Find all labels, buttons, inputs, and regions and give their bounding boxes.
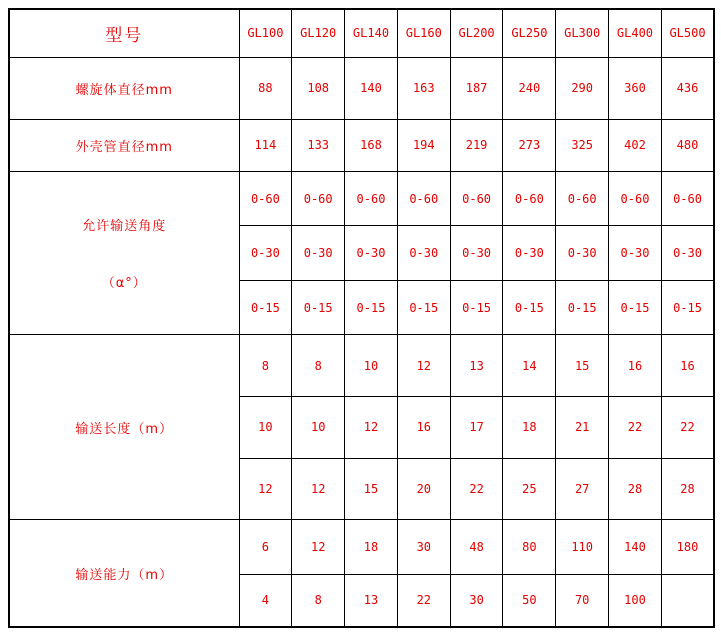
table-cell: 13 [345, 574, 398, 627]
table-title: 型号 [9, 9, 239, 57]
table-cell: 402 [609, 119, 662, 171]
row-label-length: 输送长度（m） [9, 335, 239, 520]
table-cell: 187 [450, 57, 503, 119]
table-cell: 10 [292, 397, 345, 459]
table-cell: 8 [292, 335, 345, 397]
table-cell: 88 [239, 57, 292, 119]
table-cell: 12 [239, 458, 292, 520]
table-cell: 0-60 [556, 171, 609, 225]
table-cell: 12 [292, 520, 345, 574]
table-cell: 22 [609, 397, 662, 459]
table-cell: 168 [345, 119, 398, 171]
table-cell: 14 [503, 335, 556, 397]
table-cell: 12 [345, 397, 398, 459]
table-cell: 18 [503, 397, 556, 459]
table-cell: 0-60 [503, 171, 556, 225]
table-cell: 108 [292, 57, 345, 119]
row-length-1 [9, 335, 714, 397]
table-cell: 325 [556, 119, 609, 171]
table-cell: 6 [239, 520, 292, 574]
table-cell: 480 [661, 119, 714, 171]
table-cell: 0-60 [661, 171, 714, 225]
table-cell: 219 [450, 119, 503, 171]
table-cell: 13 [450, 335, 503, 397]
table-cell: 25 [503, 458, 556, 520]
table-cell: 50 [503, 574, 556, 627]
table-cell: 100 [609, 574, 662, 627]
table-cell: 0-15 [661, 280, 714, 334]
model-header: GL100 [239, 9, 292, 57]
table-cell: 8 [292, 574, 345, 627]
model-header: GL160 [397, 9, 450, 57]
row-label-shell-diameter: 外壳管直径mm [9, 119, 239, 171]
table-cell: 0-15 [292, 280, 345, 334]
table-cell: 20 [397, 458, 450, 520]
table-cell: 22 [661, 397, 714, 459]
table-cell: 0-15 [450, 280, 503, 334]
table-cell: 0-60 [397, 171, 450, 225]
table-cell: 17 [450, 397, 503, 459]
table-cell: 360 [609, 57, 662, 119]
table-cell: 0-15 [609, 280, 662, 334]
row-label-spiral-diameter: 螺旋体直径mm [9, 57, 239, 119]
angle-sublabel: （α°） [101, 276, 147, 292]
table-cell: 10 [239, 397, 292, 459]
table-cell: 140 [609, 520, 662, 574]
table-cell: 180 [661, 520, 714, 574]
row-capacity-1 [9, 520, 714, 574]
row-angle-1 [9, 171, 714, 225]
table-cell: 240 [503, 57, 556, 119]
angle-label: 允许输送角度 [82, 219, 167, 235]
table-cell: 0-30 [292, 226, 345, 280]
table-cell: 0-60 [450, 171, 503, 225]
table-cell: 163 [397, 57, 450, 119]
table-cell: 273 [503, 119, 556, 171]
table-cell: 21 [556, 397, 609, 459]
table-cell: 194 [397, 119, 450, 171]
table-cell: 16 [397, 397, 450, 459]
row-label-capacity: 输送能力（m） [9, 520, 239, 627]
table-cell: 70 [556, 574, 609, 627]
model-header: GL500 [661, 9, 714, 57]
table-cell: 0-15 [239, 280, 292, 334]
table-cell: 0-60 [292, 171, 345, 225]
table-cell: 0-15 [345, 280, 398, 334]
table-cell: 140 [345, 57, 398, 119]
table-cell: 30 [450, 574, 503, 627]
table-cell: 16 [661, 335, 714, 397]
table-cell: 114 [239, 119, 292, 171]
table-cell: 0-15 [397, 280, 450, 334]
table-cell: 27 [556, 458, 609, 520]
table-cell: 0-30 [556, 226, 609, 280]
row-shell-diameter [9, 119, 714, 171]
table-cell: 0-15 [556, 280, 609, 334]
table-cell: 0-30 [503, 226, 556, 280]
row-label-angle [9, 171, 239, 334]
table-cell: 30 [397, 520, 450, 574]
table-cell: 0-30 [239, 226, 292, 280]
table-cell: 28 [609, 458, 662, 520]
model-header: GL400 [609, 9, 662, 57]
model-header: GL250 [503, 9, 556, 57]
table-cell: 4 [239, 574, 292, 627]
table-cell: 22 [450, 458, 503, 520]
table-cell: 110 [556, 520, 609, 574]
table-cell: 28 [661, 458, 714, 520]
model-header: GL200 [450, 9, 503, 57]
model-header: GL300 [556, 9, 609, 57]
table-cell: 10 [345, 335, 398, 397]
table-cell: 0-60 [239, 171, 292, 225]
model-header: GL120 [292, 9, 345, 57]
table-cell: 15 [556, 335, 609, 397]
model-header: GL140 [345, 9, 398, 57]
table-cell: 48 [450, 520, 503, 574]
table-cell [661, 574, 714, 627]
table-cell: 0-30 [609, 226, 662, 280]
table-cell: 0-30 [345, 226, 398, 280]
table-cell: 12 [292, 458, 345, 520]
table-cell: 15 [345, 458, 398, 520]
table-cell: 22 [397, 574, 450, 627]
table-cell: 0-15 [503, 280, 556, 334]
table-cell: 0-30 [397, 226, 450, 280]
table-cell: 290 [556, 57, 609, 119]
table-cell: 16 [609, 335, 662, 397]
table-cell: 12 [397, 335, 450, 397]
table-cell: 18 [345, 520, 398, 574]
table-cell: 80 [503, 520, 556, 574]
table-cell: 0-60 [609, 171, 662, 225]
table-cell: 0-30 [661, 226, 714, 280]
table-cell: 436 [661, 57, 714, 119]
table-cell: 0-60 [345, 171, 398, 225]
row-spiral-diameter [9, 57, 714, 119]
header-row [9, 9, 714, 57]
table-cell: 8 [239, 335, 292, 397]
spec-table [8, 8, 715, 628]
table-cell: 133 [292, 119, 345, 171]
table-cell: 0-30 [450, 226, 503, 280]
